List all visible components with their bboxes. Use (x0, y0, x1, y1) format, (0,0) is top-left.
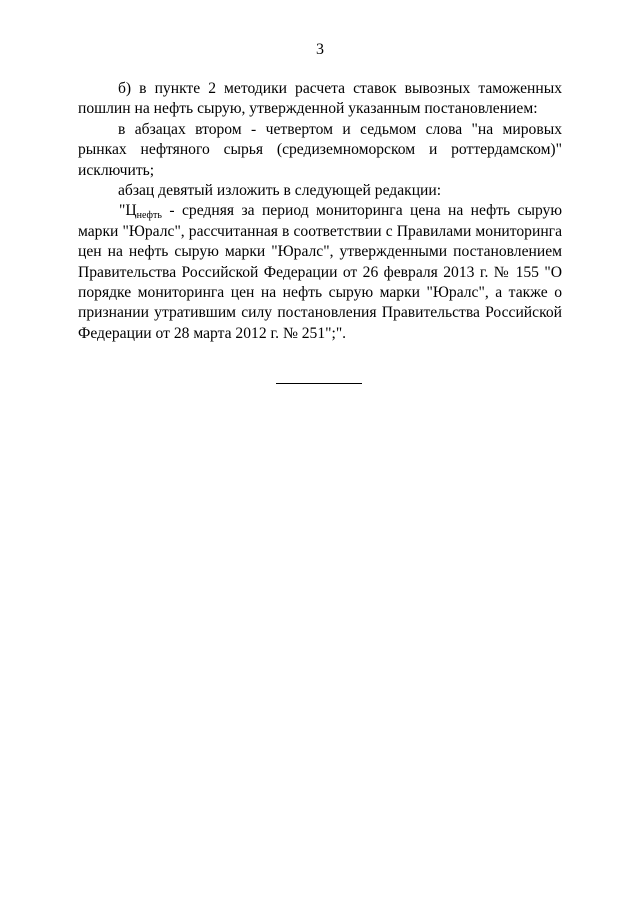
definition-text: - средняя за период мониторинга цена на нефть сырую марки "Юралс", рассчитанная в соответствии с Правилами мониторинга цен на нефть сырую марки "Юралс", утвержденными постановлением Правительства Российской Федерации от 26 февраля 2013 г. № 155 "О порядке мониторинга цен на нефть сырую марки "Юралс", а также о признании утратившим силу постановления Правительства Российской Федерации от 28 марта 2012 г. № 251";". (78, 202, 562, 342)
paragraph-definition (78, 201, 562, 344)
price-symbol-subscript: нефть (136, 210, 162, 222)
paragraph-b-item: б) в пункте 2 методики расчета ставок вывозных таможенных пошлин на нефть сырую, утвержденной указанным постановлением: (78, 80, 562, 118)
document-body (78, 79, 562, 344)
paragraph-ninth-intro: абзац девятый изложить в следующей редакции: (118, 182, 442, 200)
end-divider-line (276, 383, 362, 384)
paragraph-exclusion: в абзацах втором - четвертом и седьмом слова "на мировых рынках нефтяного сырья (средиземноморском и роттердамском)" исключить; (78, 120, 562, 179)
page-number: 3 (316, 41, 324, 58)
price-symbol: "Ц (119, 202, 137, 220)
